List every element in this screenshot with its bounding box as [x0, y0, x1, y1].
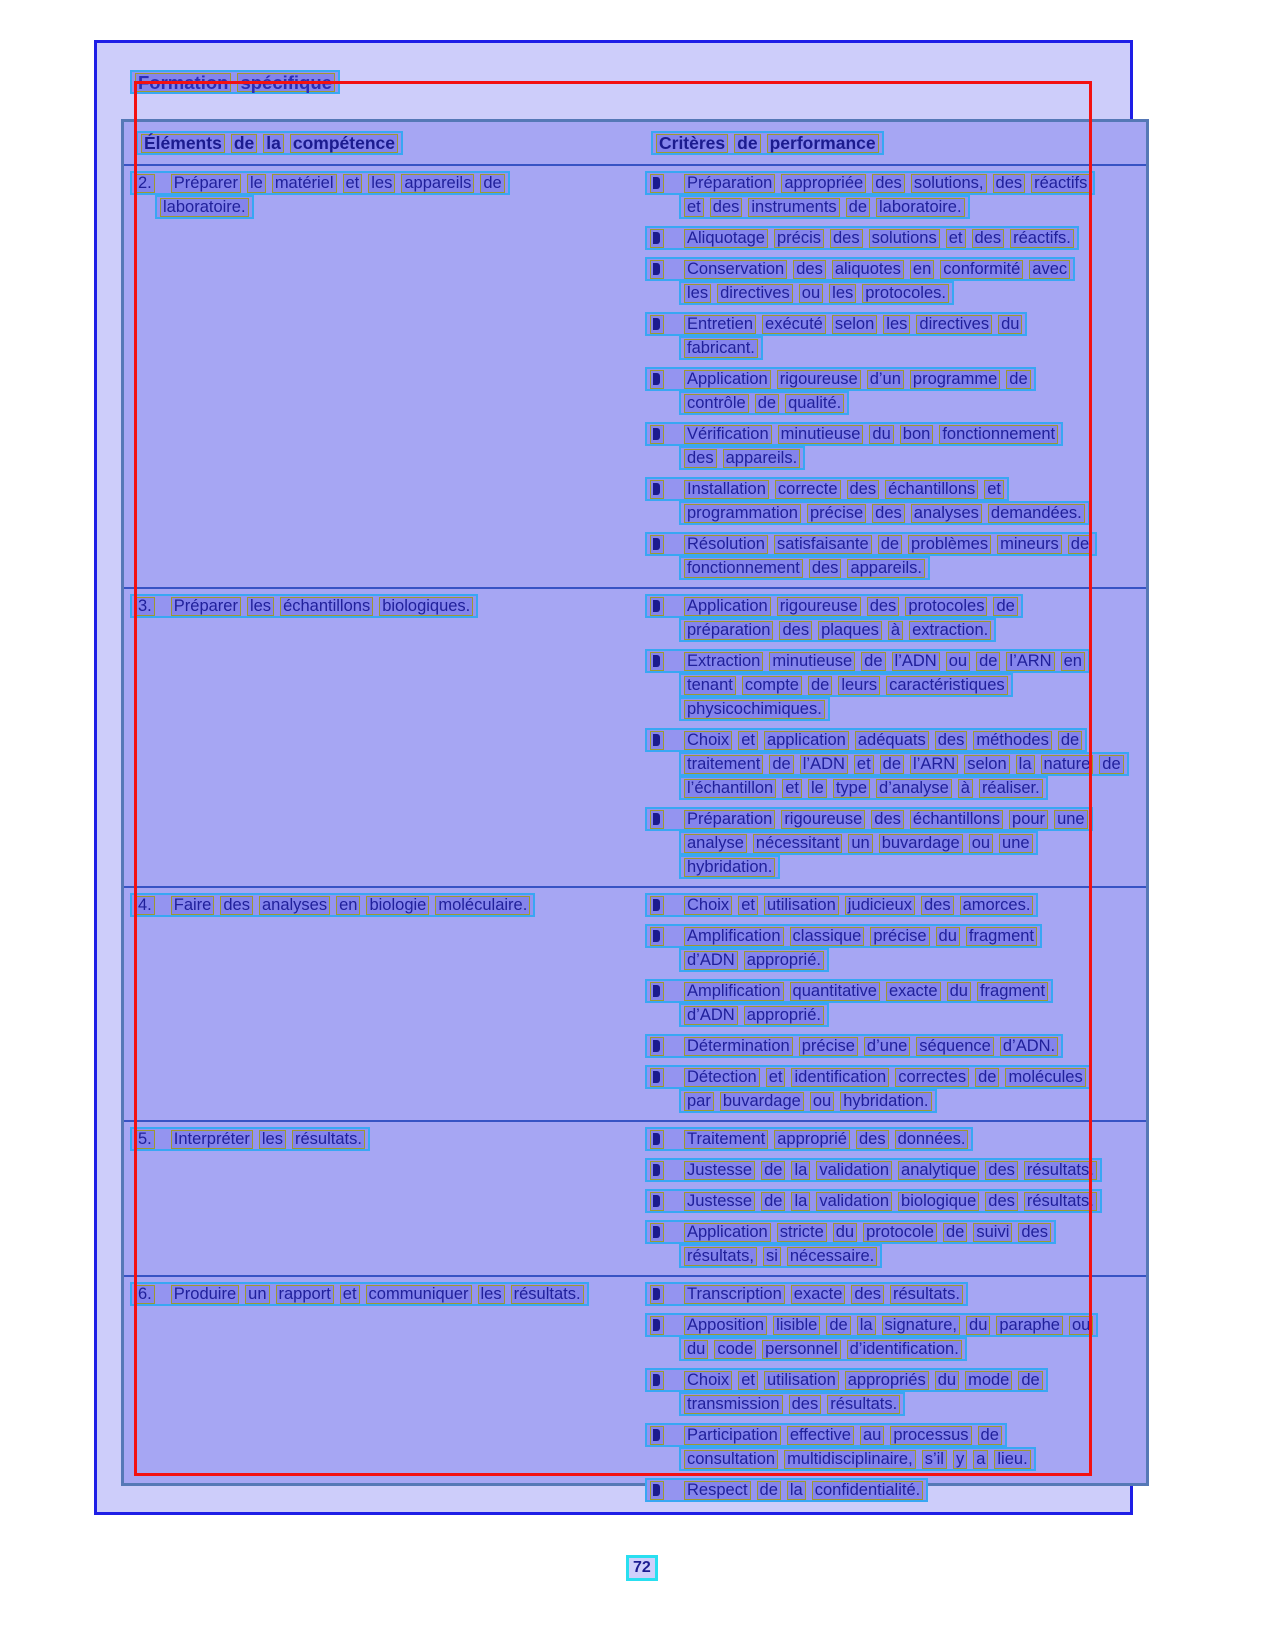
criteria-line — [645, 924, 1042, 948]
criteria-line — [679, 1447, 1036, 1471]
criteria-item — [645, 594, 1146, 642]
criteria-item — [645, 893, 1146, 917]
table-row — [124, 166, 1146, 589]
criteria-line — [645, 477, 1009, 501]
criteria-line — [645, 1065, 1091, 1089]
table-row — [124, 888, 1146, 1122]
criteria-item — [645, 477, 1146, 525]
criteria-text: Vérification minutieuse du bon fonctionnement — [684, 425, 1058, 444]
criteria-line — [679, 336, 763, 360]
criteria-line — [679, 195, 970, 219]
criteria-item — [645, 728, 1146, 800]
criteria-text: Application stricte du protocole de suivi des — [684, 1223, 1051, 1242]
criteria-text: contrôle de qualité. — [684, 394, 844, 413]
criteria-line — [645, 367, 1036, 391]
criteria-line — [645, 171, 1095, 195]
bullet-icon — [650, 1316, 664, 1335]
criteria-line — [679, 752, 1129, 776]
bullet-icon — [650, 731, 664, 750]
criteria-line — [679, 281, 954, 305]
criteria-line — [645, 532, 1097, 556]
criteria-text: Installation correcte des échantillons et — [684, 480, 1004, 499]
criteria-item — [645, 1478, 1146, 1502]
criteria-text: physicochimiques. — [684, 700, 825, 719]
criteria-text: et des instruments de laboratoire. — [684, 198, 965, 217]
criteria-text: d’ADN approprié. — [684, 1006, 824, 1025]
table-row — [124, 1122, 1146, 1277]
criteria-line — [679, 501, 1090, 525]
criteria-text: Préparation rigoureuse des échantillons pour une — [684, 810, 1088, 829]
criteria-line — [679, 1003, 829, 1027]
bullet-icon — [650, 982, 664, 1001]
element-text: Préparer les échantillons biologiques. — [171, 597, 474, 616]
competency-element — [130, 594, 645, 618]
criteria-text: Choix et utilisation judicieux des amorces. — [684, 896, 1033, 915]
col2-header-text: Critères de performance — [656, 134, 879, 153]
criteria-line — [645, 1127, 973, 1151]
criteria-text: Préparation appropriée des solutions, des réactifs — [684, 174, 1090, 193]
criteria-item — [645, 649, 1146, 721]
criteria-line — [645, 893, 1038, 917]
competency-element — [130, 1282, 645, 1306]
criteria-line — [645, 728, 1087, 752]
criteria-line — [645, 422, 1063, 446]
criteria-text: analyse nécessitant un buvardage ou une — [684, 834, 1033, 853]
criteria-text: Apposition lisible de la signature, du paraphe ou — [684, 1316, 1093, 1335]
criteria-line — [679, 948, 829, 972]
bullet-icon — [650, 652, 664, 671]
section-title — [130, 70, 340, 94]
table-row — [124, 589, 1146, 888]
element-number: 2. — [135, 174, 155, 193]
criteria-line — [679, 1244, 882, 1268]
criteria-item — [645, 1220, 1146, 1268]
element-text: Préparer le matériel et les appareils de — [171, 174, 505, 193]
criteria-line — [679, 673, 1013, 697]
criteria-text: l’échantillon et le type d’analyse à réaliser. — [684, 779, 1043, 798]
criteria-item — [645, 1313, 1146, 1361]
bullet-icon — [650, 1161, 664, 1180]
criteria-line — [645, 257, 1075, 281]
criteria-text: Extraction minutieuse de l’ADN ou de l’ARN en — [684, 652, 1085, 671]
criteria-item — [645, 1065, 1146, 1113]
element-line — [130, 893, 535, 917]
element-text: laboratoire. — [160, 198, 249, 217]
criteria-text: préparation des plaques à extraction. — [684, 621, 991, 640]
criteria-text: Entretien exécuté selon les directives du — [684, 315, 1022, 334]
element-line — [130, 1282, 589, 1306]
criteria-item — [645, 226, 1146, 250]
criteria-text: Application rigoureuse d’un programme de — [684, 370, 1031, 389]
criteria-text: par buvardage ou hybridation. — [684, 1092, 932, 1111]
bullet-icon — [650, 480, 664, 499]
criteria-line — [645, 1158, 1102, 1182]
criteria-line — [679, 776, 1048, 800]
criteria-line — [679, 1337, 967, 1361]
table-header-row — [124, 122, 1146, 166]
criteria-item — [645, 979, 1146, 1027]
table-row — [124, 1277, 1146, 1509]
criteria-line — [645, 1423, 1007, 1447]
criteria-line — [645, 649, 1090, 673]
bullet-icon — [650, 229, 664, 248]
bullet-icon — [650, 174, 664, 193]
element-line — [130, 171, 510, 195]
criteria-line — [679, 618, 996, 642]
criteria-item — [645, 807, 1146, 879]
element-number: 5. — [135, 1130, 155, 1149]
criteria-item — [645, 257, 1146, 305]
criteria-text: Choix et utilisation appropriés du mode de — [684, 1371, 1043, 1390]
criteria-text: Justesse de la validation analytique des résultats. — [684, 1161, 1097, 1180]
element-number: 4. — [135, 896, 155, 915]
criteria-item — [645, 1423, 1146, 1471]
criteria-line — [645, 1220, 1056, 1244]
bullet-icon — [650, 1426, 664, 1445]
bullet-icon — [650, 810, 664, 829]
element-text: Produire un rapport et communiquer les résultats. — [171, 1285, 584, 1304]
element-text: Interpréter les résultats. — [171, 1130, 365, 1149]
criteria-text: Application rigoureuse des protocoles de — [684, 597, 1018, 616]
criteria-item — [645, 1127, 1146, 1151]
criteria-text: des appareils. — [684, 449, 800, 468]
criteria-item — [645, 1034, 1146, 1058]
criteria-text: fabricant. — [684, 339, 758, 358]
criteria-line — [679, 855, 780, 879]
criteria-text: Justesse de la validation biologique des résultats. — [684, 1192, 1097, 1211]
criteria-item — [645, 171, 1146, 219]
criteria-item — [645, 1189, 1146, 1213]
criteria-text: traitement de l’ADN et de l’ARN selon la nature de — [684, 755, 1124, 774]
criteria-text: fonctionnement des appareils. — [684, 559, 925, 578]
element-line — [155, 195, 254, 219]
bullet-icon — [650, 597, 664, 616]
criteria-text: les directives ou les protocoles. — [684, 284, 949, 303]
criteria-line — [645, 807, 1093, 831]
criteria-item — [645, 312, 1146, 360]
bullet-icon — [650, 535, 664, 554]
criteria-text: transmission des résultats. — [684, 1395, 900, 1414]
criteria-line — [679, 697, 830, 721]
col2-header — [651, 131, 884, 155]
criteria-item — [645, 422, 1146, 470]
criteria-item — [645, 924, 1146, 972]
criteria-line — [679, 391, 849, 415]
criteria-text: du code personnel d’identification. — [684, 1340, 962, 1359]
competency-table — [121, 119, 1149, 1499]
criteria-line — [645, 1034, 1063, 1058]
bullet-icon — [650, 315, 664, 334]
element-line — [130, 1127, 370, 1151]
bullet-icon — [650, 260, 664, 279]
page-number: 72 — [626, 1555, 658, 1581]
criteria-item — [645, 1282, 1146, 1306]
competency-element — [130, 171, 645, 219]
criteria-line — [645, 1282, 968, 1306]
criteria-text: Traitement approprié des données. — [684, 1130, 968, 1149]
bullet-icon — [650, 1037, 664, 1056]
competency-element — [130, 893, 645, 917]
bullet-icon — [650, 1481, 664, 1500]
criteria-text: Détection et identification correctes de molécules — [684, 1068, 1086, 1087]
competency-element — [130, 1127, 645, 1151]
criteria-line — [645, 1368, 1048, 1392]
criteria-line — [645, 979, 1053, 1003]
criteria-text: Choix et application adéquats des méthodes de — [684, 731, 1082, 750]
criteria-item — [645, 1158, 1146, 1182]
element-text: Faire des analyses en biologie moléculaire. — [171, 896, 531, 915]
criteria-line — [645, 1478, 928, 1502]
criteria-line — [645, 312, 1027, 336]
criteria-text: Respect de la confidentialité. — [684, 1481, 923, 1500]
criteria-text: résultats, si nécessaire. — [684, 1247, 877, 1266]
criteria-item — [645, 1368, 1146, 1416]
bullet-icon — [650, 1371, 664, 1390]
criteria-text: Résolution satisfaisante de problèmes mineurs de — [684, 535, 1092, 554]
criteria-line — [645, 594, 1023, 618]
criteria-text: hybridation. — [684, 858, 775, 877]
criteria-line — [645, 226, 1079, 250]
criteria-text: Transcription exacte des résultats. — [684, 1285, 963, 1304]
bullet-icon — [650, 1068, 664, 1087]
criteria-text: consultation multidisciplinaire, s’il y a lieu. — [684, 1450, 1031, 1469]
bullet-icon — [650, 1192, 664, 1211]
criteria-item — [645, 367, 1146, 415]
criteria-line — [679, 556, 930, 580]
section-title-text: Formation spécifique — [135, 73, 335, 92]
criteria-line — [679, 1392, 905, 1416]
bullet-icon — [650, 1285, 664, 1304]
criteria-text: Aliquotage précis des solutions et des réactifs. — [684, 229, 1074, 248]
criteria-line — [679, 831, 1038, 855]
bullet-icon — [650, 896, 664, 915]
bullet-icon — [650, 927, 664, 946]
criteria-line — [679, 446, 805, 470]
criteria-text: Amplification quantitative exacte du fragment — [684, 982, 1048, 1001]
bullet-icon — [650, 1130, 664, 1149]
criteria-line — [679, 1089, 937, 1113]
bullet-icon — [650, 425, 664, 444]
criteria-text: Détermination précise d’une séquence d’ADN. — [684, 1037, 1058, 1056]
element-number: 6. — [135, 1285, 155, 1304]
element-number: 3. — [135, 597, 155, 616]
criteria-line — [645, 1313, 1098, 1337]
criteria-text: programmation précise des analyses demandées. — [684, 504, 1085, 523]
criteria-line — [645, 1189, 1102, 1213]
criteria-text: Amplification classique précise du fragment — [684, 927, 1037, 946]
col1-header — [136, 131, 403, 155]
criteria-text: d’ADN approprié. — [684, 951, 824, 970]
element-line — [130, 594, 478, 618]
bullet-icon — [650, 1223, 664, 1242]
col1-header-text: Éléments de la compétence — [141, 134, 398, 153]
criteria-item — [645, 532, 1146, 580]
bullet-icon — [650, 370, 664, 389]
criteria-text: tenant compte de leurs caractéristiques — [684, 676, 1008, 695]
criteria-text: Conservation des aliquotes en conformité avec — [684, 260, 1070, 279]
criteria-text: Participation effective au processus de — [684, 1426, 1002, 1445]
